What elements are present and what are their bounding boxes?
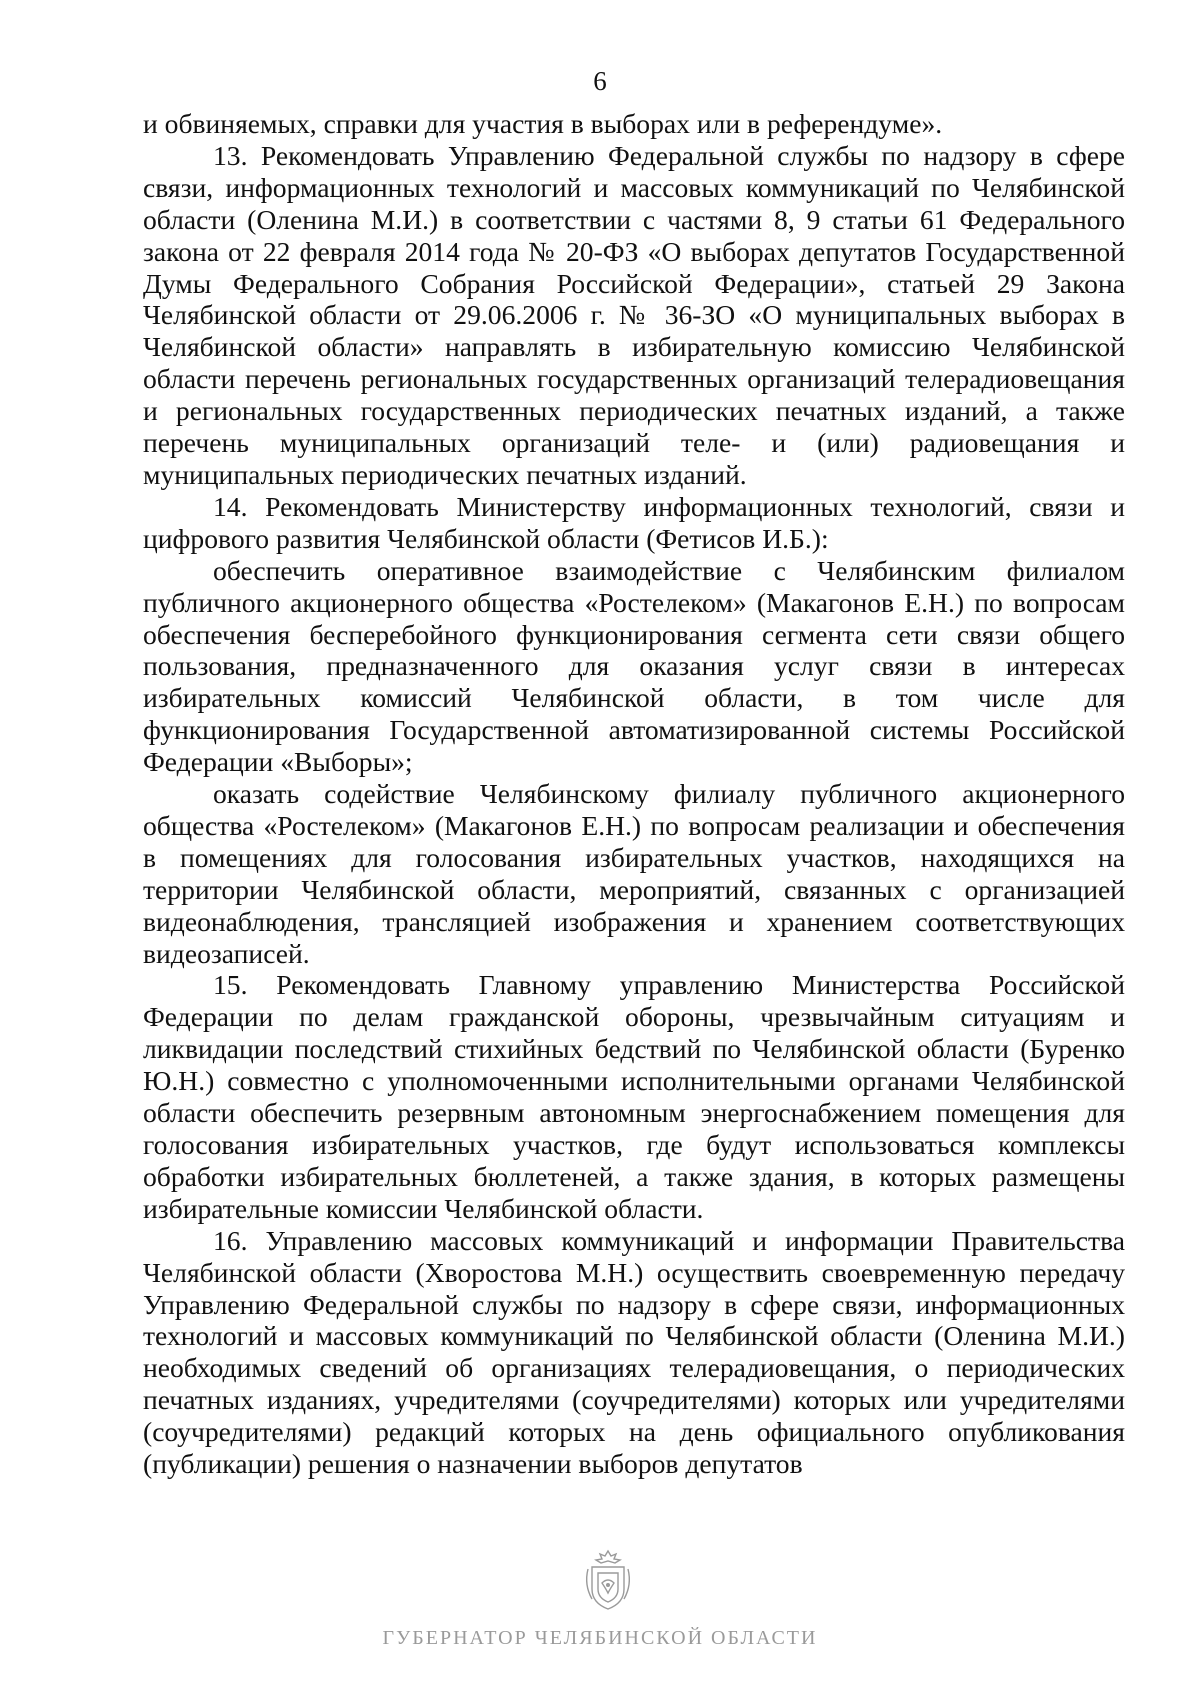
- paragraph-continuation: и обвиняемых, справки для участия в выборах или в референдуме».: [143, 108, 943, 139]
- paragraph-item-14-point-2: оказать содействие Челябинскому филиалу публичного акционерного общества «Ростелеком» (Макагонов Е.Н.) по вопросам реализации и обеспечения в помещениях для голосования избирательных участков, находящихся на территории Челябинской области, мероприятий, связанных с организацией видеонаблюдения, трансляцией изображения и хранением соответствующих видеозаписей.: [143, 778, 1125, 969]
- paragraph-item-13: 13. Рекомендовать Управлению Федеральной службы по надзору в сфере связи, информационных технологий и массовых коммуникаций по Челябинской области (Оленина М.И.) в соответствии с частями 8, 9 статьи 61 Федерального закона от 22 февраля 2014 года № 20-ФЗ «О выборах депутатов Государственной Думы Федерального Собрания Российской Федерации», статьей 29 Закона Челябинской области от 29.06.2006 г. № 36-ЗО «О муниципальных выборах в Челябинской области» направлять в избирательную комиссию Челябинской области перечень региональных государственных организаций телерадиовещания и региональных государственных периодических печатных изданий, а также перечень муниципальных организаций теле- и (или) радиовещания и муниципальных периодических печатных изданий.: [143, 139, 1125, 490]
- governor-stamp-text: ГУБЕРНАТОР ЧЕЛЯБИНСКОЙ ОБЛАСТИ: [382, 1627, 818, 1649]
- page-number: 6: [593, 66, 607, 96]
- paragraph-item-14-point-1: обеспечить оперативное взаимодействие с Челябинским филиалом публичного акционерного общества «Ростелеком» (Макагонов Е.Н.) по вопросам обеспечения бесперебойного функционирования сегмента сети связи общего пользования, предназначенного для оказания услуг связи в интересах избирательных комиссий Челябинской области, в том числе для функционирования Государственной автоматизированной системы Российской Федерации «Выборы»;: [143, 554, 1125, 778]
- paragraph-item-14: 14. Рекомендовать Министерству информационных технологий, связи и цифрового развития Челябинской области (Фетисов И.Б.):: [143, 490, 1125, 554]
- paragraph-item-15: 15. Рекомендовать Главному управлению Министерства Российской Федерации по делам гражданской обороны, чрезвычайным ситуациям и ликвидации последствий стихийных бедствий по Челябинской области (Буренко Ю.Н.) совместно с уполномоченными исполнительными органами Челябинской области обеспечить резервным автономным энергоснабжением помещения для голосования избирательных участков, где будут использоваться комплексы обработки избирательных бюллетеней, а также здания, в которых размещены избирательные комиссии Челябинской области.: [143, 969, 1125, 1224]
- coat-of-arms-emblem-icon: [580, 1545, 636, 1615]
- paragraph-item-16: 16. Управлению массовых коммуникаций и информации Правительства Челябинской области (Хворостова М.Н.) осуществить своевременную передачу Управлению Федеральной службы по надзору в сфере связи, информационных технологий и массовых коммуникаций по Челябинской области (Оленина М.И.) необходимых сведений об организациях телерадиовещания, о периодических печатных изданиях, учредителями (соучредителями) которых или учредителями (соучредителями) редакций которых на день официального опубликования (публикации) решения о назначении выборов депутатов: [143, 1224, 1125, 1480]
- document-body: [143, 108, 1125, 1480]
